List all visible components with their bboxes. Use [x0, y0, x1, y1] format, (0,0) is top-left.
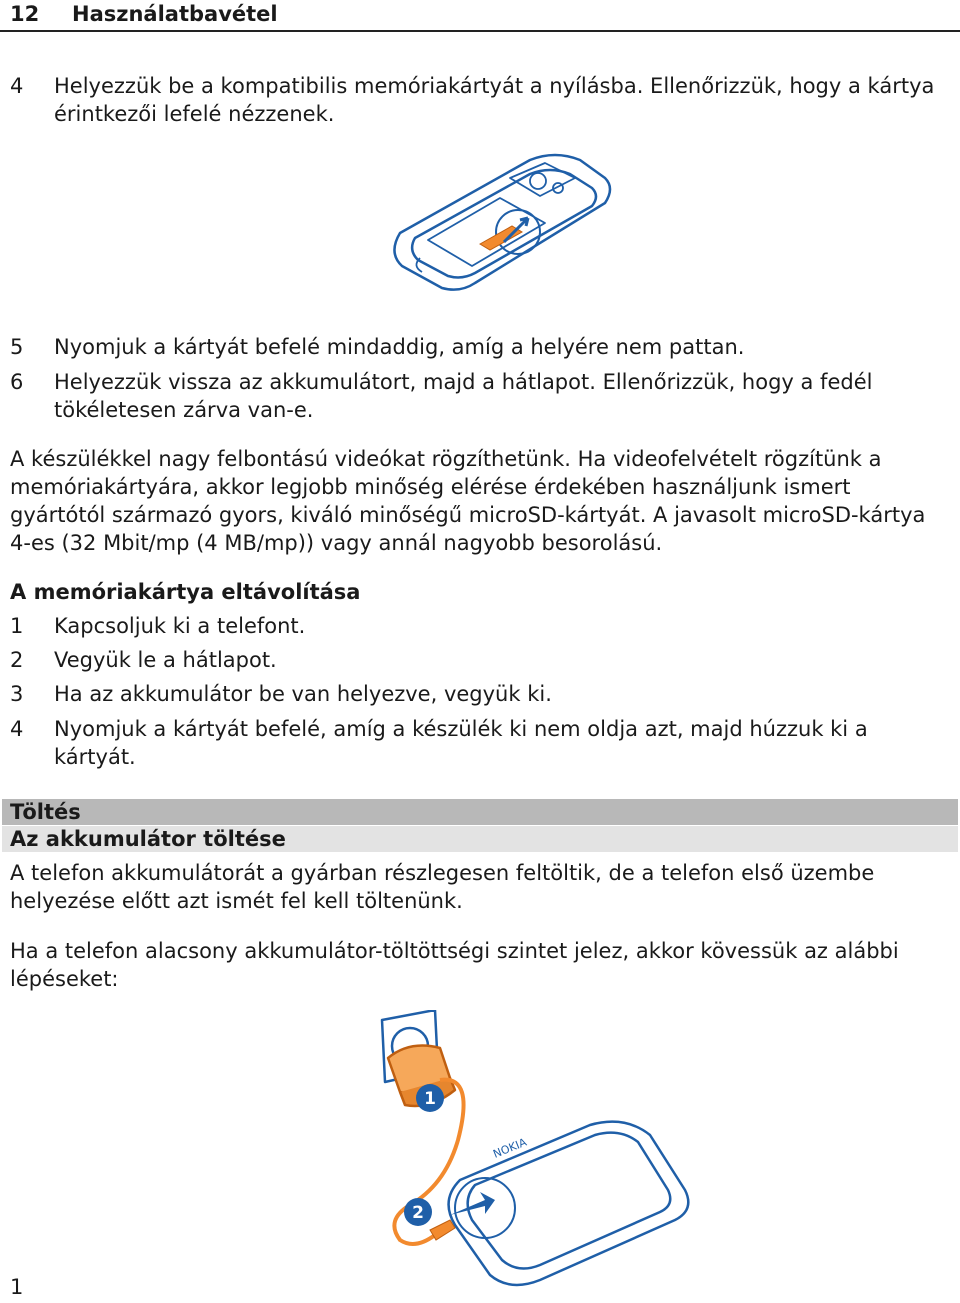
phone-brand: NOKIA — [491, 1135, 529, 1161]
charging-paragraph-1: A telefon akkumulátorát a gyárban részlegesen feltöltik, de a telefon első üzembe helyezése előtt azt ismét fel kell töltenünk. — [10, 861, 875, 913]
step-text: Kapcsoljuk ki a telefont. — [54, 614, 306, 638]
list-item — [10, 680, 945, 708]
page-number: 12 — [10, 2, 40, 26]
callout-2-label: 2 — [412, 1203, 424, 1223]
charging-illustration — [290, 1010, 710, 1300]
step-number: 2 — [10, 648, 24, 672]
step-number: 4 — [10, 74, 24, 98]
list-item — [10, 72, 945, 128]
charging-paragraph-2: Ha a telefon alacsony akkumulátor-töltöttségi szintet jelez, akkor kövessük az alábbi lépéseket: — [10, 939, 899, 991]
list-item — [10, 715, 945, 771]
subsection-bar-battery-charging: Az akkumulátor töltése — [2, 826, 958, 852]
step-number: 6 — [10, 370, 24, 394]
list-item — [10, 612, 945, 640]
list-item — [10, 333, 945, 361]
step-number: 5 — [10, 335, 24, 359]
step-text: Nyomjuk a kártyát befelé, amíg a készülék ki nem oldja azt, majd húzzuk ki a kártyát. — [54, 717, 868, 769]
step-text: Ha az akkumulátor be van helyezve, vegyük ki. — [54, 682, 552, 706]
list-item — [10, 368, 945, 424]
step-text: Helyezzük be a kompatibilis memóriakártyát a nyílásba. Ellenőrizzük, hogy a kártya érintkezői lefelé nézzenek. — [54, 74, 935, 126]
callout-1-label: 1 — [424, 1089, 436, 1109]
footer-step-number: 1 — [10, 1275, 24, 1299]
step-number: 1 — [10, 614, 24, 638]
removal-heading: A memóriakártya eltávolítása — [10, 580, 361, 604]
page-title: Használatbavétel — [72, 2, 278, 26]
step-number: 3 — [10, 682, 24, 706]
memory-card-insert-illustration — [380, 148, 620, 298]
list-item — [10, 646, 945, 674]
step-text: Nyomjuk a kártyát befelé mindaddig, amíg a helyére nem pattan. — [54, 335, 745, 359]
step-number: 4 — [10, 717, 24, 741]
callout-2 — [404, 1198, 432, 1226]
page-header — [0, 0, 960, 32]
section-bar-charging: Töltés — [2, 799, 958, 825]
step-text: Helyezzük vissza az akkumulátort, majd a hátlapot. Ellenőrizzük, hogy a fedél tökéletesen zárva van-e. — [54, 370, 873, 422]
callout-1 — [416, 1084, 444, 1112]
video-paragraph: A készülékkel nagy felbontású videókat rögzíthetünk. Ha videofelvételt rögzítünk a memóriakártyára, akkor legjobb minőség elérése érdekében használjunk ismert gyártótól származó gyors, kiváló minőségű microSD-kártyát. A javasolt microSD-kártya 4-es (32 Mbit/mp (4 MB/mp)) vagy annál nagyobb besorolású. — [10, 447, 926, 555]
step-text: Vegyük le a hátlapot. — [54, 648, 277, 672]
